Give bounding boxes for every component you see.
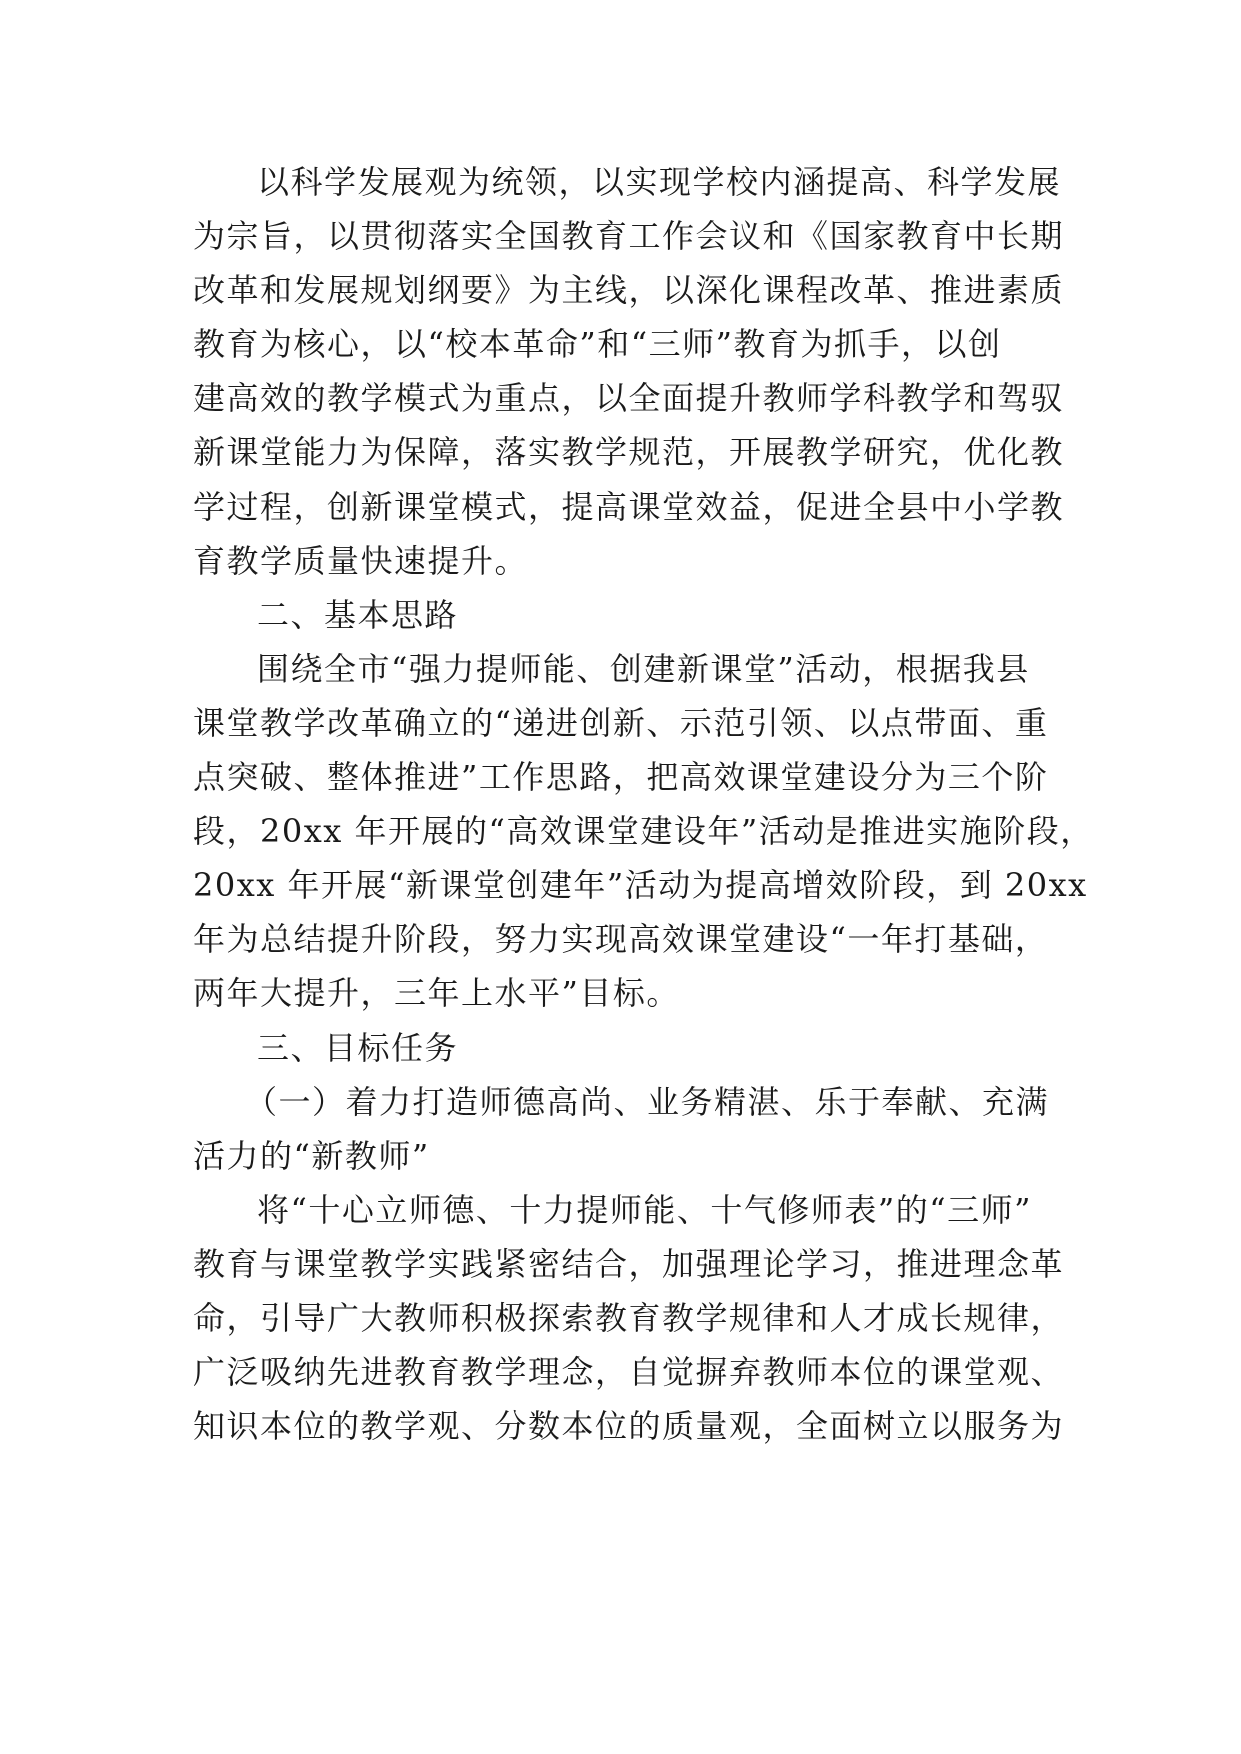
paragraph-line: 建高效的教学模式为重点，以全面提升教师学科教学和驾驭: [193, 379, 1065, 418]
paragraph-line: 改革和发展规划纲要》为主线，以深化课程改革、推进素质: [193, 271, 1065, 310]
paragraph-line: 年为总结提升阶段，努力实现高效课堂建设“一年打基础，: [193, 920, 1049, 959]
paragraph-line: 知识本位的教学观、分数本位的质量观，全面树立以服务为: [193, 1407, 1065, 1446]
paragraph-line: 教育与课堂教学实践紧密结合，加强理论学习，推进理念革: [193, 1244, 1065, 1283]
section-heading: 二、基本思路: [257, 595, 459, 634]
paragraph-line: 点突破、整体推进”工作思路，把高效课堂建设分为三个阶: [193, 758, 1049, 797]
paragraph-line: 课堂教学改革确立的“递进创新、示范引领、以点带面、重: [193, 703, 1049, 742]
paragraph-line: 学过程，创新课堂模式，提高课堂效益，促进全县中小学教: [193, 487, 1065, 526]
paragraph-line: 新课堂能力为保障，落实教学规范，开展教学研究，优化教: [193, 433, 1065, 472]
paragraph-line: 两年大提升，三年上水平”目标。: [193, 974, 680, 1013]
paragraph-line: 教育为核心，以“校本革命”和“三师”教育为抓手，以创: [193, 325, 1002, 364]
subsection-heading: （一）着力打造师德高尚、业务精湛、乐于奉献、充满: [245, 1082, 1050, 1121]
paragraph-line: 为宗旨，以贯彻落实全国教育工作会议和《国家教育中长期: [193, 217, 1065, 256]
paragraph-line: 20xx 年开展“新课堂创建年”活动为提高增效阶段，到 20xx: [193, 866, 1088, 905]
paragraph-line: 命，引导广大教师积极探索教育教学规律和人才成长规律，: [193, 1298, 1065, 1337]
paragraph-line: 段，20xx 年开展的“高效课堂建设年”活动是推进实施阶段，: [193, 812, 1094, 851]
section-heading: 三、目标任务: [257, 1028, 459, 1067]
subsection-heading-continued: 活力的“新教师”: [193, 1136, 430, 1175]
paragraph-line: 育教学质量快速提升。: [193, 541, 529, 580]
document-body: [193, 155, 1094, 1453]
paragraph-line: 将“十心立师德、十力提师能、十气修师表”的“三师”: [257, 1190, 1032, 1229]
paragraph-line: 广泛吸纳先进教育教学理念，自觉摒弃教师本位的课堂观、: [193, 1353, 1065, 1392]
paragraph-line: 以科学发展观为统领，以实现学校内涵提高、科学发展: [257, 163, 1062, 201]
paragraph-line: 围绕全市“强力提师能、创建新课堂”活动，根据我县: [257, 649, 1030, 688]
